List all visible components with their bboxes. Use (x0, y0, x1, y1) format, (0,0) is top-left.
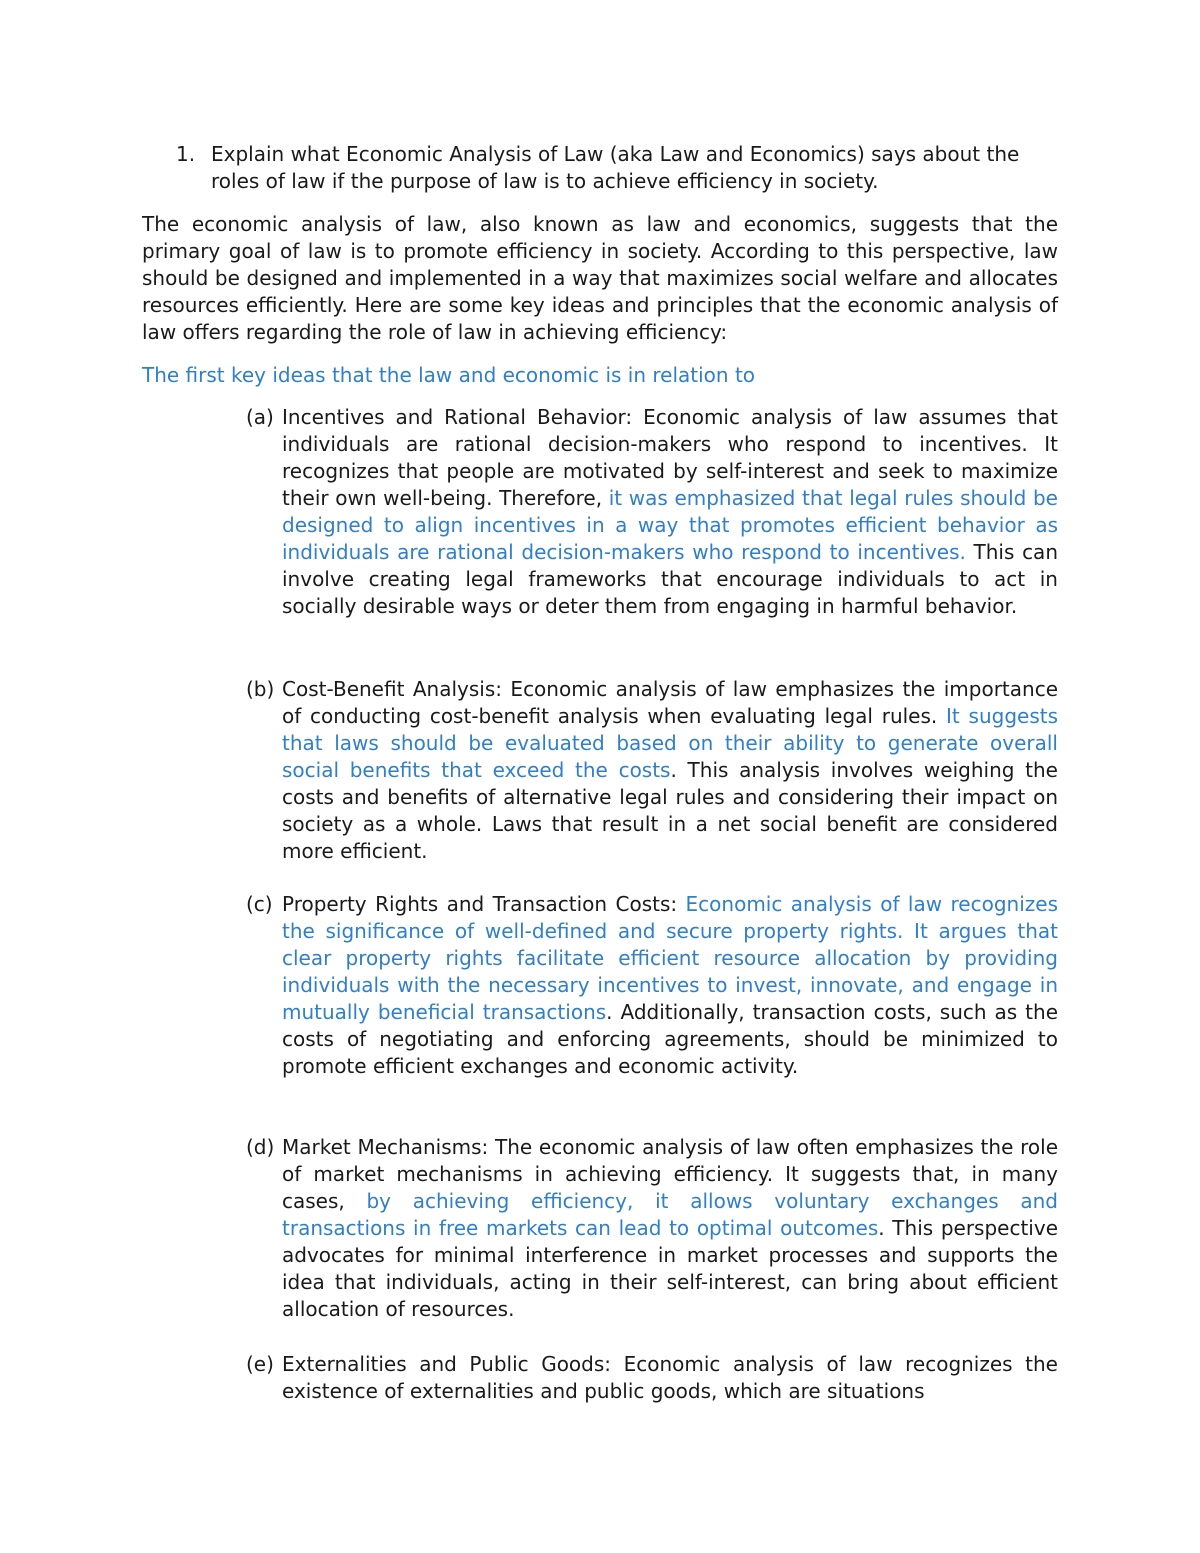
item-highlight: Economic analysis of law recognizes the significance of well-defined and secure property rights. It argues that clear property rights facilitate efficient resource allocation by providing individuals with the necessary incentives to invest, innovate, and engage in mutually beneficial transactions (282, 892, 1058, 1024)
item-text: Market Mechanisms: The economic analysis of law often emphasizes the role of market mechanisms in achieving efficiency. It suggests that, in many cases, (282, 1135, 1058, 1213)
item-highlight: it was emphasized that legal rules should be designed to align incentives in a way that promotes efficient behavior as individuals are rational decision-makers who respond to incentives. (282, 486, 1058, 564)
question-item (176, 141, 1060, 195)
item-highlight: by achieving efficiency, it allows voluntary exchanges and transactions in free markets can lead to optimal outcomes (282, 1189, 1058, 1240)
item-text: Incentives and Rational Behavior: Economic analysis of law assumes that individuals are rational decision-makers who respond to incentives. It recognizes that people are motivated by self-interest and seek to maximize their own well-being. Therefore, (282, 405, 1058, 510)
question-number: 1. (176, 142, 196, 166)
list-item-body (282, 1351, 1058, 1405)
item-text: . This analysis involves weighing the costs and benefits of alternative legal rules and considering their impact on society as a whole. Laws that result in a net social benefit are considered more efficient. (282, 758, 1058, 863)
highlighted-heading: The first key ideas that the law and economic is in relation to (142, 363, 756, 387)
list-item-a (246, 404, 1058, 620)
question-text: Explain what Economic Analysis of Law (aka Law and Economics) says about the roles of law if the purpose of law is to achieve efficiency in society. (211, 142, 1020, 193)
list-marker: (a) (246, 405, 274, 429)
list-marker: (d) (246, 1135, 275, 1159)
list-item-body (282, 891, 1058, 1080)
list-item-c (246, 891, 1058, 1080)
item-text: . Additionally, transaction costs, such as the costs of negotiating and enforcing agreements, should be minimized to promote efficient exchanges and economic activity. (282, 1000, 1059, 1078)
item-text: Cost-Benefit Analysis: Economic analysis of law emphasizes the importance of conducting cost-benefit analysis when evaluating legal rules. (282, 677, 1058, 728)
item-text: This can involve creating legal frameworks that encourage individuals to act in socially desirable ways or deter them from engaging in harmful behavior. (282, 540, 1058, 618)
item-text: Externalities and Public Goods: Economic analysis of law recognizes the existence of externalities and public goods, which are situations (282, 1352, 1058, 1403)
item-text: Property Rights and Transaction Costs: (282, 892, 686, 916)
intro-paragraph: The economic analysis of law, also known as law and economics, suggests that the primary goal of law is to promote efficiency in society. According to this perspective, law should be designed and implemented in a way that maximizes social welfare and allocates resources efficiently. Here are some key ideas and principles that the economic analysis of law offers regarding the role of law in achieving efficiency: (142, 212, 1058, 344)
list-marker: (c) (246, 892, 273, 916)
item-highlight: It suggests that laws should be evaluated based on their ability to generate overall social benefits that exceed the costs (282, 704, 1058, 782)
list-item-body (282, 676, 1058, 865)
list-item-d (246, 1134, 1058, 1323)
list-marker: (b) (246, 677, 275, 701)
list-marker: (e) (246, 1352, 274, 1376)
list-item-e (246, 1351, 1058, 1405)
list-item-body (282, 404, 1058, 620)
item-text: . This perspective advocates for minimal interference in market processes and supports the idea that individuals, acting in their self-interest, can bring about efficient allocation of resources. (282, 1216, 1058, 1321)
list-item-body (282, 1134, 1058, 1323)
list-item-b (246, 676, 1058, 865)
